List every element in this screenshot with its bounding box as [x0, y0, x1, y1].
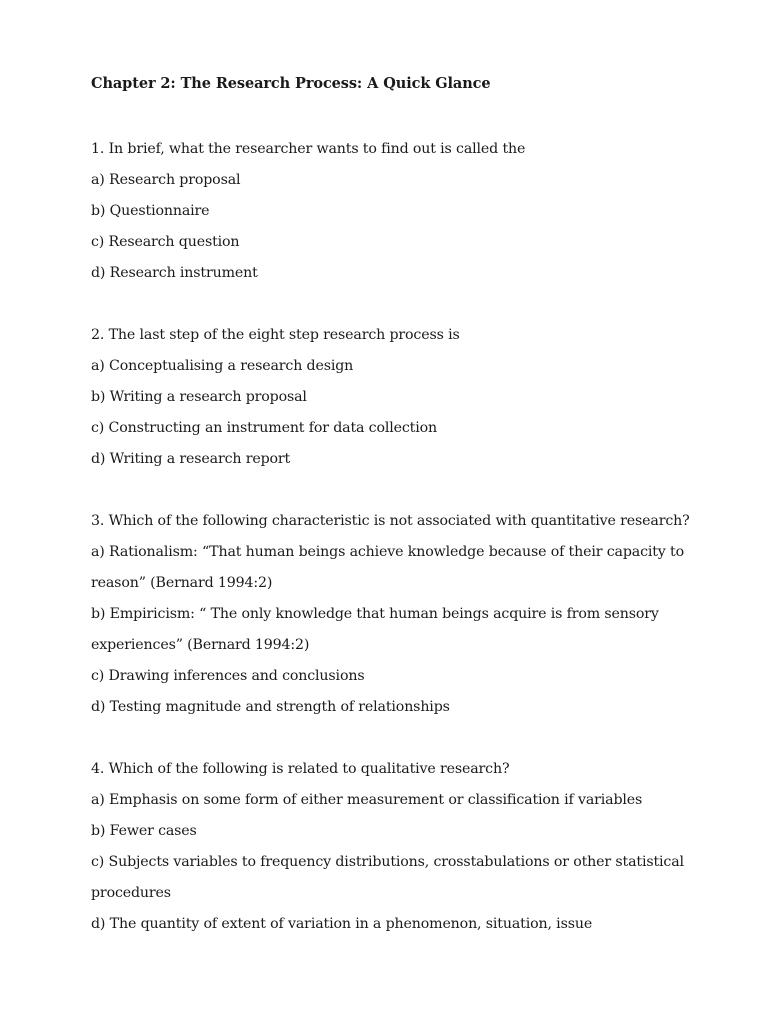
- question-3: [91, 506, 731, 723]
- question-4: [91, 754, 731, 940]
- answer-option: b) Fewer cases: [91, 823, 197, 839]
- answer-option: d) Research instrument: [91, 265, 258, 281]
- answer-option-continuation: reason” (Bernard 1994:2): [91, 575, 273, 591]
- question-text: 1. In brief, what the researcher wants to find out is called the: [91, 141, 526, 157]
- answer-option: a) Rationalism: “That human beings achieve knowledge because of their capacity to: [91, 544, 684, 560]
- question-text: 4. Which of the following is related to qualitative research?: [91, 761, 510, 777]
- answer-option-continuation: experiences” (Bernard 1994:2): [91, 637, 310, 653]
- answer-option: b) Writing a research proposal: [91, 389, 307, 405]
- question-text: 3. Which of the following characteristic is not associated with quantitative research?: [91, 513, 690, 529]
- question-1: [91, 134, 731, 289]
- answer-option: a) Emphasis on some form of either measurement or classification if variables: [91, 792, 643, 808]
- answer-option: d) Testing magnitude and strength of relationships: [91, 699, 450, 715]
- answer-option: c) Subjects variables to frequency distributions, crosstabulations or other statistical: [91, 854, 684, 870]
- answer-option: d) Writing a research report: [91, 451, 291, 467]
- answer-option: c) Drawing inferences and conclusions: [91, 668, 365, 684]
- question-text: 2. The last step of the eight step research process is: [91, 327, 460, 343]
- answer-option: c) Research question: [91, 234, 240, 250]
- answer-option: b) Empiricism: “ The only knowledge that human beings acquire is from sensory: [91, 606, 659, 622]
- answer-option: c) Constructing an instrument for data collection: [91, 420, 437, 436]
- answer-option-continuation: procedures: [91, 885, 171, 901]
- chapter-title: Chapter 2: The Research Process: A Quick Glance: [91, 75, 491, 92]
- answer-option: b) Questionnaire: [91, 203, 210, 219]
- document-page: [91, 72, 731, 971]
- answer-option: a) Research proposal: [91, 172, 241, 188]
- answer-option: a) Conceptualising a research design: [91, 358, 354, 374]
- question-2: [91, 320, 731, 475]
- answer-option: d) The quantity of extent of variation in a phenomenon, situation, issue: [91, 916, 593, 932]
